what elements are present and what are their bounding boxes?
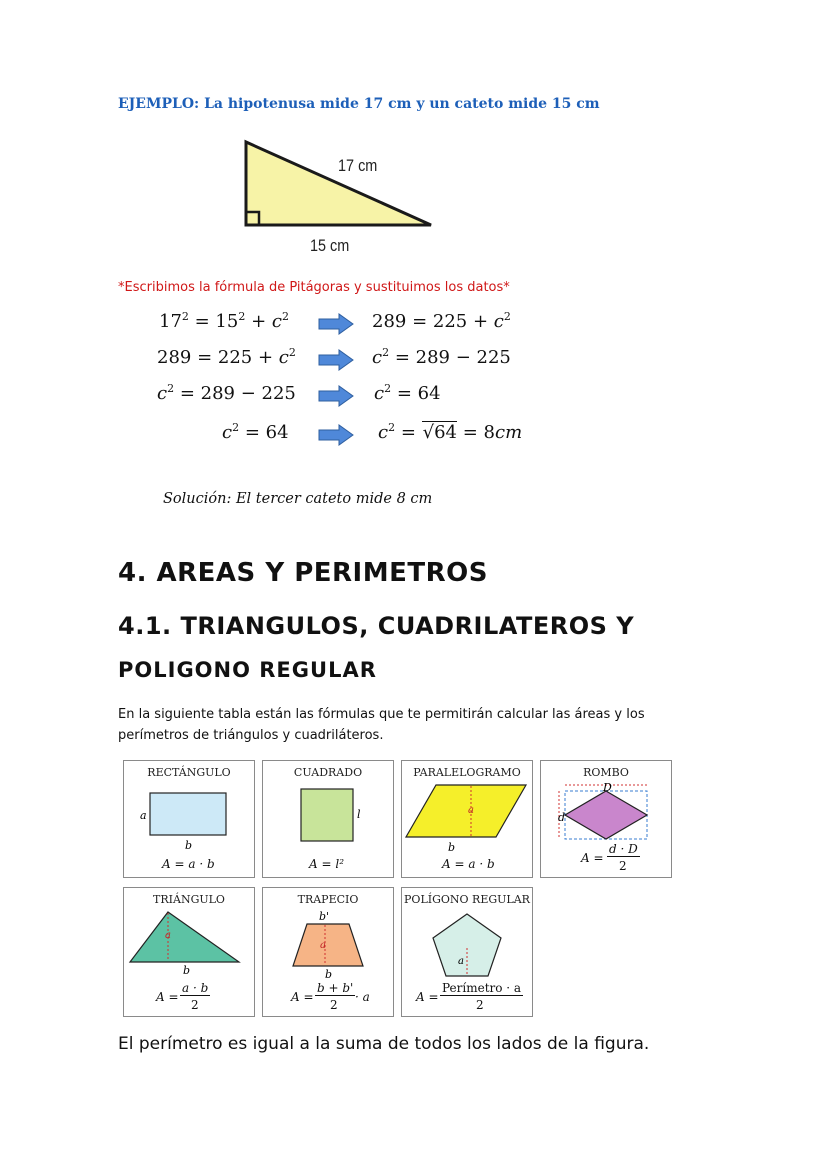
card-title: TRIÁNGULO [153,893,225,906]
base-label: b [325,968,333,981]
example-title: EJEMPLO: La hipotenusa mide 17 cm y un cateto mide 15 cm [118,96,600,112]
area-formula-lhs: A = [156,990,179,1004]
height-label: a [165,930,171,941]
section-heading: 4. AREAS Y PERIMETROS [118,558,488,588]
card-title: CUADRADO [293,766,363,779]
card-title: TRAPECIO [297,893,359,906]
apothem-label: a [458,956,464,967]
side-b-label: b [185,839,193,852]
example-triangle [246,142,431,225]
card-cuadrado [262,760,394,878]
equation-left-2: $289 = 225 + c^2$ [157,346,296,368]
area-formula-denominator: 2 [191,998,199,1012]
arrow-icon [318,313,354,335]
base-label: b [183,964,191,977]
trapezoid-figure [263,888,393,1016]
equation-left-3: $c^2 = 289 - 225$ [157,382,296,404]
area-formula-lhs: A = [581,851,604,865]
card-paralelogramo [401,760,533,878]
card-title: ROMBO [583,766,629,779]
area-formula-lhs: A = [416,990,439,1004]
subsection-heading: 4.1. TRIANGULOS, CUADRILATEROS Y [118,612,635,640]
card-title: RECTÁNGULO [147,766,231,779]
intro-paragraph: En la siguiente tabla están las fórmulas que te permitirán calcular las áreas y los perímetros de triángulos y cuadriláteros. [118,707,645,743]
area-formula-tail: · a [355,990,370,1004]
rhombus-figure [541,761,671,877]
top-base-label: b' [319,910,330,923]
height-label: a [320,940,326,951]
area-formula-denominator: 2 [476,998,484,1012]
area-formula: A = a · b [162,857,215,871]
minor-diagonal-label: d [558,811,566,824]
equation-right-3: $c^2 = 64$ [374,382,441,404]
area-formula-numerator: d · D [609,842,638,856]
area-formula-numerator: b + b' [317,981,354,995]
solution-text: Solución: El tercer cateto mide 8 cm [163,491,433,507]
example-triangle-figure [236,134,446,259]
card-rectangulo [123,760,255,878]
area-formula-denominator: 2 [619,859,627,873]
perimeter-note: El perímetro es igual a la suma de todos los lados de la figura. [118,1034,650,1054]
hypotenuse-label: 17 cm [338,156,378,176]
base-label: b [448,841,456,854]
arrow-icon [318,424,354,446]
card-title: POLÍGONO REGULAR [404,893,530,906]
area-formula-numerator: Perímetro · a [442,981,522,995]
equation-right-2: $c^2 = 289 - 225$ [372,346,511,368]
major-diagonal-label: D [603,781,612,794]
area-formula-numerator: a · b [182,981,209,995]
area-formula-lhs: A = [291,990,314,1004]
card-triangulo [123,887,255,1017]
arrow-icon [318,385,354,407]
card-title: PARALELOGRAMO [413,766,521,779]
instruction-note: *Escribimos la fórmula de Pitágoras y sustituimos los datos* [118,280,510,295]
card-rombo [540,760,672,878]
base-label: 15 cm [309,236,350,256]
subsection-heading-continued: POLIGONO REGULAR [118,658,377,682]
side-a-label: a [140,809,147,822]
card-trapecio [262,887,394,1017]
height-label: a [468,805,474,816]
equation-left-4: $c^2 = 64$ [222,421,289,443]
area-formula: A = l² [309,857,344,871]
equation-right-4: $c^2 = √64 = 8cm$ [378,421,523,443]
triangle-figure [124,888,254,1016]
equation-right-1: $289 = 225 + c^2$ [372,310,511,332]
equation-left-1: $17^2 = 15^2 + c^2$ [159,310,289,332]
card-poligono-regular [401,887,533,1017]
side-label: l [357,808,361,821]
arrow-icon [318,349,354,371]
area-formula: A = a · b [442,857,495,871]
area-formula-denominator: 2 [330,998,338,1012]
